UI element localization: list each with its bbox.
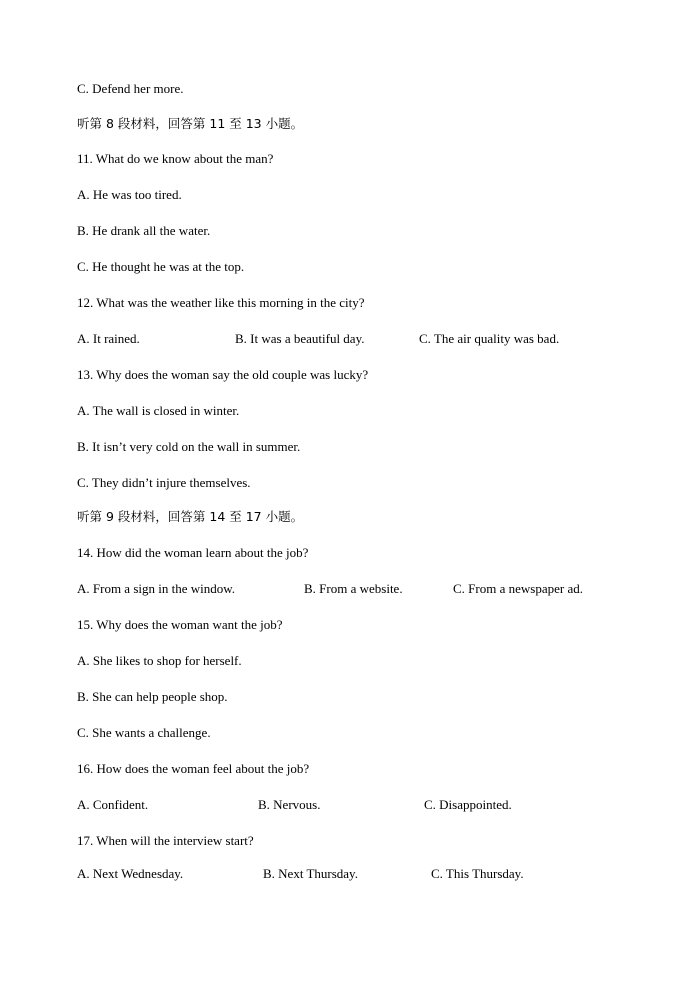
- option-c-q10: C. Defend her more.: [77, 81, 184, 96]
- option-a-q14: A. From a sign in the window.: [77, 581, 236, 596]
- section-heading-8: 听第 8 段材料，回答第 11 至 13 小题。: [77, 116, 304, 131]
- question-13: 13. Why does the woman say the old couple was lucky?: [77, 367, 369, 382]
- option-b-q15: B. She can help people shop.: [77, 689, 228, 704]
- question-17: 17. When will the interview start?: [77, 833, 254, 848]
- question-14: 14. How did the woman learn about the job?: [77, 545, 309, 560]
- option-c-q16: C. Disappointed.: [424, 797, 512, 812]
- option-b-q16: B. Nervous.: [258, 797, 321, 812]
- option-c-q11: C. He thought he was at the top.: [77, 259, 245, 274]
- option-c-q14: C. From a newspaper ad.: [453, 581, 583, 596]
- question-12: 12. What was the weather like this morning in the city?: [77, 295, 365, 310]
- section-heading-9: 听第 9 段材料，回答第 14 至 17 小题。: [77, 509, 304, 524]
- option-c-q13: C. They didn’t injure themselves.: [77, 475, 251, 490]
- question-16: 16. How does the woman feel about the job?: [77, 761, 310, 776]
- option-c-q12: C. The air quality was bad.: [419, 331, 560, 346]
- option-c-q15: C. She wants a challenge.: [77, 725, 211, 740]
- option-b-q11: B. He drank all the water.: [77, 223, 211, 238]
- option-b-q12: B. It was a beautiful day.: [235, 331, 365, 346]
- option-a-q11: A. He was too tired.: [77, 187, 182, 202]
- option-c-q17: C. This Thursday.: [431, 866, 524, 881]
- option-a-q16: A. Confident.: [77, 797, 149, 812]
- option-a-q12: A. It rained.: [77, 331, 140, 346]
- option-a-q17: A. Next Wednesday.: [77, 866, 184, 881]
- option-b-q17: B. Next Thursday.: [263, 866, 358, 881]
- question-11: 11. What do we know about the man?: [77, 151, 274, 166]
- option-b-q14: B. From a website.: [304, 581, 403, 596]
- option-a-q15: A. She likes to shop for herself.: [77, 653, 242, 668]
- question-15: 15. Why does the woman want the job?: [77, 617, 283, 632]
- option-b-q13: B. It isn’t very cold on the wall in summer.: [77, 439, 301, 454]
- option-a-q13: A. The wall is closed in winter.: [77, 403, 240, 418]
